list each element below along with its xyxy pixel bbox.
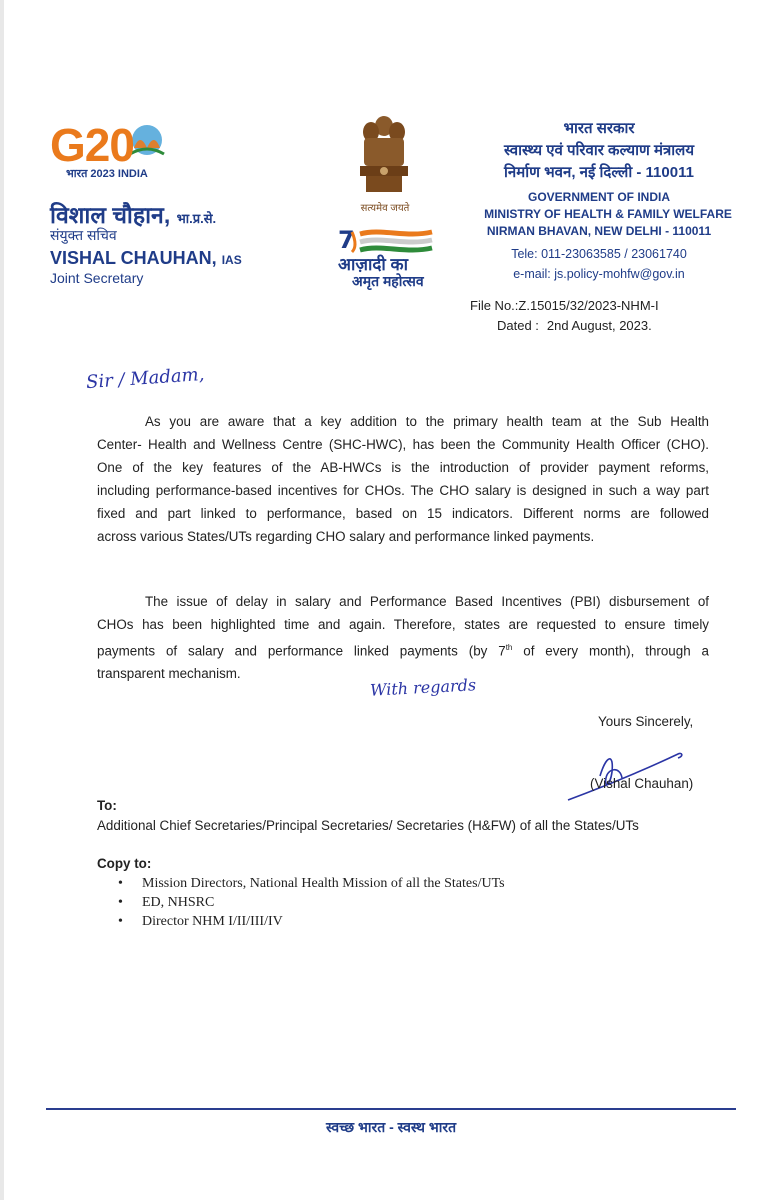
dated-value: 2nd August, 2023.	[546, 318, 652, 333]
footer-divider	[46, 1108, 736, 1110]
para1-line: Center- Health and Wellness Centre (SHC-HWC), has been the Community Health Officer (CHO).	[97, 437, 709, 452]
para1-line: across various States/UTs regarding CHO salary and performance linked payments.	[97, 529, 595, 544]
copy-to-item: • ED, NHSRC	[118, 893, 505, 912]
ministry-english-line1: GOVERNMENT OF INDIA	[527, 190, 670, 204]
para1-line: As you are aware that a key addition to the primary health team at the Sub Health	[145, 414, 709, 429]
para2-line: transparent mechanism.	[97, 666, 241, 682]
copy-to-item: • Mission Directors, National Health Mission of all the States/UTs	[118, 874, 505, 893]
officer-english-suffix: IAS	[221, 253, 242, 267]
ministry-english-line2: MINISTRY OF HEALTH & FAMILY WELFARE	[484, 207, 732, 221]
to-label: To:	[97, 798, 117, 813]
officer-hindi-designation: संयुक्त सचिव	[50, 227, 117, 243]
para2-line	[97, 636, 709, 662]
body-paragraph-2	[97, 590, 709, 685]
officer-english-name	[50, 248, 242, 269]
para1-line: fixed and part linked to performance, based on 15 indicators. Different norms are followed	[97, 506, 709, 521]
para2-line3-start: payments of salary and performance linked payments (by 7	[97, 643, 506, 659]
svg-text:7: 7	[338, 226, 355, 254]
copy-to-item: • Director NHM I/II/III/IV	[118, 912, 505, 931]
emblem-motto: सत्यमेव जयते	[360, 203, 410, 214]
letter-date	[497, 318, 652, 333]
to-recipients: Additional Chief Secretaries/Principal Secretaries/ Secretaries (H&FW) of all the States/UTs	[97, 818, 639, 833]
handwritten-signature-icon	[560, 742, 700, 804]
officer-hindi-suffix: भा.प्र.से.	[176, 211, 217, 226]
closing-yours-sincerely: Yours Sincerely,	[598, 714, 694, 729]
ministry-hindi-line1: भारत सरकार	[563, 120, 635, 137]
g20-logo-text: G20	[50, 119, 134, 171]
page-edge	[0, 0, 4, 1200]
copy-to-list	[118, 874, 505, 931]
para2-line: The issue of delay in salary and Performance Based Incentives (PBI) disbursement of	[145, 594, 709, 609]
dated-label: Dated :	[497, 318, 539, 333]
officer-english-name-text: VISHAL CHAUHAN,	[50, 248, 217, 268]
ministry-telephone: Tele: 011-23063585 / 23061740	[511, 247, 687, 261]
para2-line3-end: of every month), through a	[512, 643, 709, 659]
para1-line: including performance-based incentives for CHOs. The CHO salary is designed in such a way part	[97, 483, 709, 498]
handwritten-regards: With regards	[369, 675, 477, 700]
officer-hindi-name-text: विशाल चौहान,	[50, 202, 171, 228]
national-emblem-icon	[354, 108, 414, 198]
ministry-hindi-line3: निर्माण भवन, नई दिल्ली - 110011	[504, 164, 694, 181]
signatory-name: (Vishal Chauhan)	[590, 776, 694, 791]
g20-logo-subtitle: भारत 2023 INDIA	[66, 168, 148, 180]
para1-line: One of the key features of the AB-HWCs is the introduction of provider payment reforms,	[97, 460, 709, 475]
ministry-email: e-mail: js.policy-mohfw@gov.in	[513, 267, 685, 281]
azadi-logo-line1: आज़ादी का	[338, 255, 409, 274]
copy-to-label: Copy to:	[97, 856, 152, 871]
para2-line3-superscript: th	[505, 643, 513, 652]
ministry-english-line3: NIRMAN BHAVAN, NEW DELHI - 110011	[486, 224, 712, 238]
para2-line: CHOs has been highlighted time and again. Therefore, states are requested to ensure timely	[97, 617, 709, 632]
azadi-logo-line2: अमृत महोत्सव	[352, 273, 424, 289]
file-number: File No.:Z.15015/32/2023-NHM-I	[470, 298, 659, 313]
officer-english-designation: Joint Secretary	[50, 270, 144, 286]
body-paragraph-1	[97, 410, 709, 548]
footer-slogan: स्वच्छ भारत - स्वस्थ भारत	[325, 1119, 457, 1135]
handwritten-salutation: Sir / Madam,	[85, 363, 205, 394]
ministry-hindi-line2: स्वास्थ्य एवं परिवार कल्याण मंत्रालय	[503, 142, 695, 159]
